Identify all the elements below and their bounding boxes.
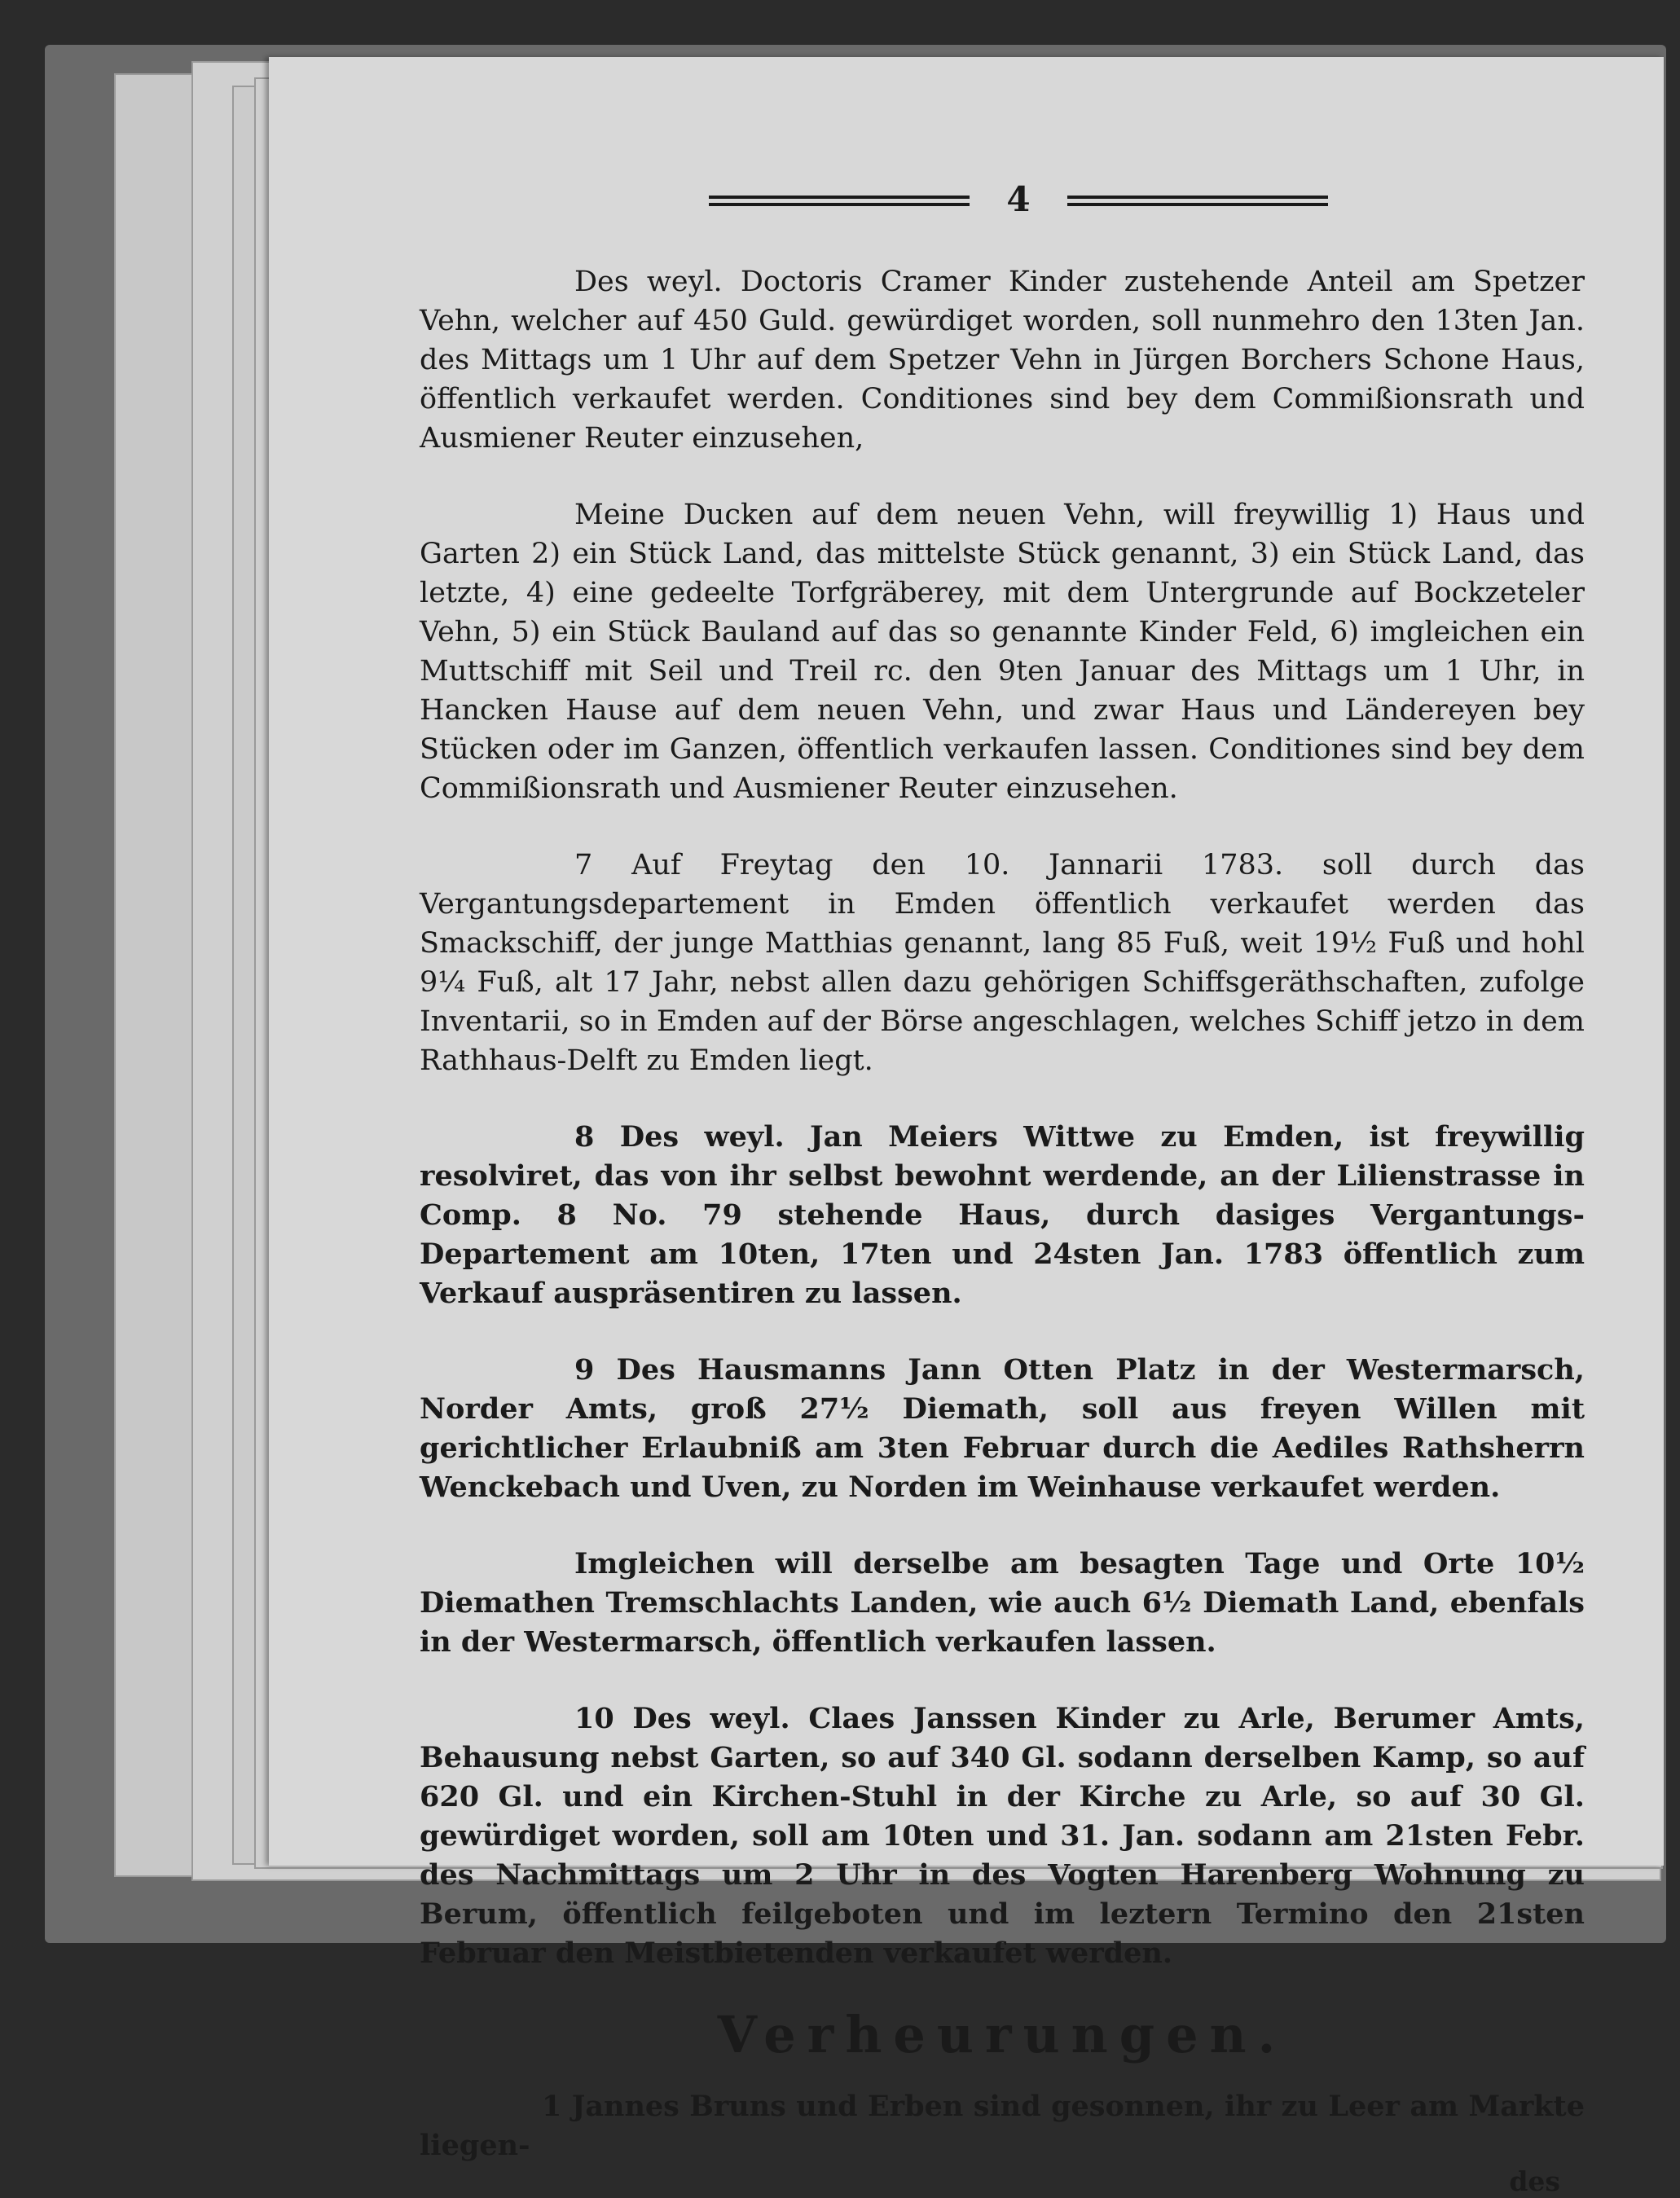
notice-ducken: Meine Ducken auf dem neuen Vehn, will freywillig 1) Haus und Garten 2) ein Stück Land, das mittelste Stück genannt, 3) ein Stück Land, das letzte, 4) eine gedeelte Torfgräberey, mit dem Untergrunde auf Bockzeteler Vehn, 5) ein Stück Bauland auf das so genannte Kinder Feld, 6) imgleichen ein Muttschiff mit Seil und Treil rc. den 9ten Januar des Mittags um 1 Uhr, in Hancken Hause auf dem neuen Vehn, und zwar Haus und Ländereyen bey Stücken oder im Ganzen, öffentlich verkaufen lassen. Conditiones sind bey dem Commißionsrath und Ausmiener Reuter einzusehen. <box>420 499 1585 805</box>
page-body <box>420 262 1585 2198</box>
header-rule-left <box>709 196 970 206</box>
notice-9-otten: 9 Des Hausmanns Jann Otten Platz in der Westermarsch, Norder Amts, groß 27½ Diemath, soll aus freyen Willen mit gerichtlicher Erlaubniß am 3ten Februar durch die Aediles Rathsherrn Wenckebach und Uven, zu Norden im Weinhause verkaufet werden. <box>420 1353 1585 1504</box>
header-rule-right <box>1067 196 1328 206</box>
notice-10-janssen: 10 Des weyl. Claes Janssen Kinder zu Arle, Berumer Amts, Behausung nebst Garten, so auf 340 Gl. sodann derselben Kamp, so auf 620 Gl. und ein Kirchen-Stuhl in der Kirche zu Arle, so auf 30 Gl. gewürdiget worden, soll am 10ten und 31. Jan. sodann am 21sten Febr. des Nachmittags um 2 Uhr in des Vogten Harenberg Wohnung zu Berum, öffentlich feilgeboten und im leztern Termino den 21sten Februar den Meistbietenden verkaufet werden. <box>420 1702 1585 1970</box>
notice-bruns: 1 Jannes Bruns und Erben sind gesonnen, ihr zu Leer am Markte liegen- <box>420 2090 1585 2162</box>
page-number: 4 <box>1006 179 1031 219</box>
notice-cramer: Des weyl. Doctoris Cramer Kinder zustehende Anteil am Spetzer Vehn, welcher auf 450 Guld. gewürdiget worden, soll nunmehro den 13ten Jan. des Mittags um 1 Uhr auf dem Spetzer Vehn in Jürgen Borchers Schone Haus, öffentlich verkaufet werden. Conditiones sind bey dem Commißionsrath und Ausmiener Reuter einzusehen, <box>420 266 1585 455</box>
page-header <box>709 179 1605 219</box>
catchword: des <box>1509 2165 1560 2197</box>
notice-8-meiers: 8 Des weyl. Jan Meiers Wittwe zu Emden, ist freywillig resolviret, das von ihr selbst bewohnt werdende, an der Lilienstrasse in Comp. 8 No. 79 stehende Haus, durch dasiges Vergantungs-Departement am 10ten, 17ten und 24sten Jan. 1783 öffentlich zum Verkauf auspräsentiren zu lassen. <box>420 1120 1585 1310</box>
notice-9-imgleichen: Imgleichen will derselbe am besagten Tage und Orte 10½ Diemathen Tremschlachts Landen, wie auch 6½ Diemath Land, ebenfals in der Westermarsch, öffentlich verkaufen lassen. <box>420 1547 1585 1659</box>
section-heading: Verheurungen. <box>717 2005 1287 2064</box>
notice-7-smackschiff: 7 Auf Freytag den 10. Jannarii 1783. soll durch das Vergantungsdepartement in Emden öffentlich verkaufet werden das Smackschiff, der junge Matthias genannt, lang 85 Fuß, weit 19½ Fuß und hohl 9¼ Fuß, alt 17 Jahr, nebst allen dazu gehörigen Schiffsgeräthschaften, zufolge Inventarii, so in Emden auf der Börse angeschlagen, welches Schiff jetzo in dem Rathhaus-Delft zu Emden liegt. <box>420 849 1585 1077</box>
